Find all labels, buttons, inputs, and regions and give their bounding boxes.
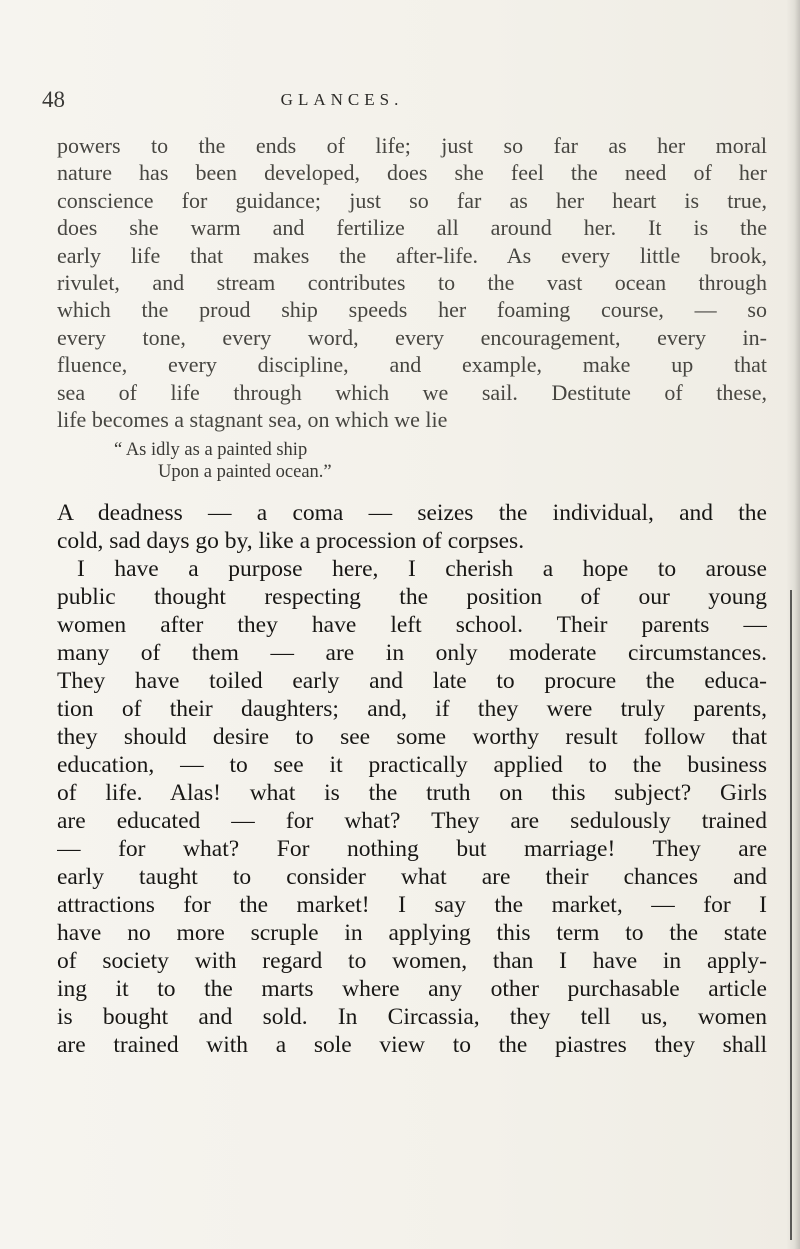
running-head [42,86,642,114]
text-line: cold, sad days go by, like a procession of corpses. [57,528,525,555]
text-line: conscience for guidance; just so far as her heart is true, [57,187,767,213]
text-line: tion of their daughters; and, if they were truly parents, [57,696,767,723]
text-line: women after they have left school. Their parents — [57,612,767,639]
text-line: — for what? For nothing but marriage! They are [57,836,767,863]
page-edge-shadow [786,0,800,1249]
text-line: have no more scruple in applying this term to the state [57,920,767,947]
text-line: does she warm and fertilize all around her. It is the [57,215,767,241]
text-line: of life. Alas! what is the truth on this subject? Girls [57,780,767,807]
text-line: many of them — are in only moderate circumstances. [57,640,767,667]
text-line: are trained with a sole view to the piastres they shall [57,1032,767,1059]
text-line: of society with regard to women, than I have in apply- [57,948,767,975]
text-line: education, — to see it practically applied to the business [57,752,767,779]
text-line: fluence, every discipline, and example, make up that [57,352,767,378]
block-quotation [57,439,767,483]
text-line: They have toiled early and late to procure the educa- [57,668,767,695]
text-line: rivulet, and stream contributes to the vast ocean through [57,270,767,296]
text-line: ing it to the marts where any other purchasable article [57,976,767,1003]
page-number: 48 [42,87,65,112]
text-line: powers to the ends of life; just so far as her moral [57,133,767,158]
text-line: sea of life through which we sail. Destitute of these, [57,379,767,405]
text-line: life becomes a stagnant sea, on which we lie [57,407,448,433]
text-line: A deadness — a coma — seizes the individual, and the [57,500,767,527]
text-line: early taught to consider what are their chances and [57,864,767,891]
text-line: is bought and sold. In Circassia, they tell us, women [57,1004,767,1031]
paragraph-continued [57,132,767,433]
text-line: they should desire to see some worthy result follow that [57,724,767,751]
text-line: which the proud ship speeds her foaming course, — so [57,297,767,323]
running-title: GLANCES. [280,90,404,109]
text-line: I have a purpose here, I cherish a hope to arouse [77,556,767,583]
text-line: public thought respecting the position of our young [57,584,767,611]
quote-line: “ As idly as a painted ship [114,440,308,461]
body-text [57,132,767,1059]
binding-edge-line [790,590,792,1240]
quote-line: Upon a painted ocean.” [158,462,332,483]
text-line: nature has been developed, does she feel the need of her [57,160,767,186]
paragraphs-after-quote [57,499,767,1059]
text-line: early life that makes the after-life. As every little brook, [57,242,767,268]
text-line: every tone, every word, every encouragement, every in- [57,324,767,350]
text-line: are educated — for what? They are sedulously trained [57,808,767,835]
text-line: attractions for the market! I say the market, — for I [57,892,767,919]
